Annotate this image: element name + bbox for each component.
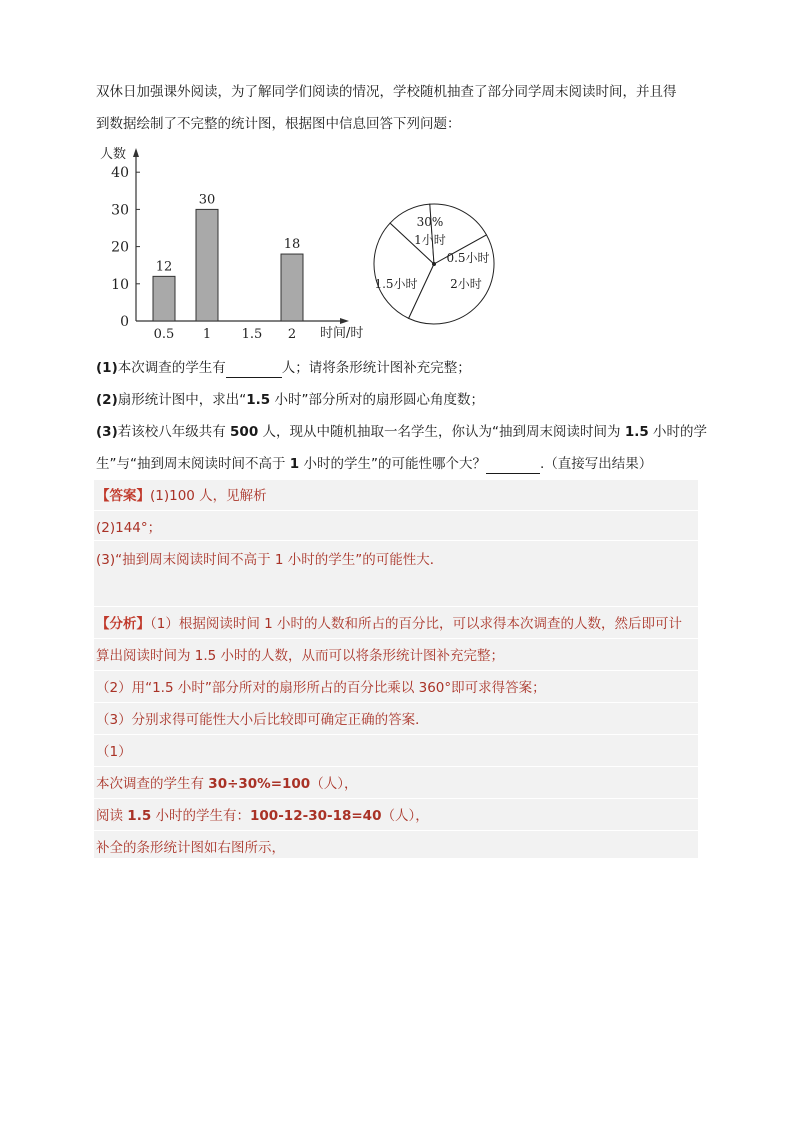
pie-label: 2小时 (450, 277, 482, 291)
separator (94, 734, 698, 735)
q3-blank[interactable] (486, 457, 540, 474)
analysis-tag: 【分析】 (96, 616, 150, 632)
q3-line2-b: 小时的学生”的可能性哪个大？ (303, 456, 486, 472)
q3-number: (3) (96, 424, 118, 440)
question-3-line-1 (96, 422, 707, 442)
pie-label: 30% (416, 215, 444, 229)
bar (281, 254, 303, 321)
analysis-line-7 (96, 806, 429, 826)
bar-data-label: 18 (283, 237, 301, 253)
analysis-7a: 阅读 (96, 808, 128, 824)
analysis-text-1: （1）根据阅读时间 1 小时的人数和所占的百分比，可以求得本次调查的人数，然后即可计 (150, 616, 683, 632)
separator (94, 798, 698, 799)
question-1 (96, 358, 471, 378)
y-tick-label: 10 (111, 276, 129, 293)
analysis-7e: （人）， (381, 808, 429, 824)
analysis-line-5: （1） (96, 744, 132, 760)
analysis-line-1 (96, 614, 682, 634)
q1-text-a: 本次调查的学生有 (117, 360, 226, 376)
q3-line2-bold: 1 (289, 456, 300, 472)
q3-text-c: 小时的学 (653, 424, 708, 440)
q2-number: (2) (96, 392, 118, 408)
q2-text-a: 扇形统计图中，求出“ (117, 392, 247, 408)
analysis-7b: 1.5 (127, 808, 152, 824)
answer-line-1 (96, 486, 267, 506)
answer-2: (2)144°； (96, 520, 162, 536)
q3-bold-2: 1.5 (624, 424, 649, 440)
question-2 (96, 390, 484, 410)
separator (94, 830, 698, 831)
answer-3: (3)“抽到周末阅读时间不高于 1 小时的学生”的可能性大． (96, 552, 444, 568)
bar (196, 209, 218, 321)
x-tick-label: 0.5 (153, 327, 175, 342)
x-tick-label: 1 (202, 327, 212, 342)
answer-1: (1)100 人，见解析 (150, 488, 267, 504)
analysis-6a: 本次调查的学生有 (96, 776, 209, 792)
y-axis-label: 人数 (100, 147, 127, 162)
x-axis-label: 时间/时 (320, 326, 364, 341)
q1-number: (1) (96, 360, 118, 376)
intro-line-2: 到数据绘制了不完整的统计图，根据图中信息回答下列问题： (96, 116, 461, 132)
analysis-6b: 30÷30%=100 (208, 776, 311, 792)
pie-label: 0.5小时 (446, 251, 490, 265)
analysis-line-3: （2）用“1.5 小时”部分所对的扇形所占的百分比乘以 360°即可求得答案； (96, 680, 546, 696)
analysis-7c: 小时的学生有： (151, 808, 251, 824)
separator (94, 670, 698, 671)
x-tick-label: 2 (287, 327, 297, 342)
answer-panel (94, 480, 698, 858)
q1-blank[interactable] (226, 361, 282, 378)
y-tick-label: 0 (120, 314, 129, 330)
answer-tag: 【答案】 (96, 488, 150, 504)
x-axis-arrow (340, 318, 349, 324)
analysis-line-2: 算出阅读时间为 1.5 小时的人数，从而可以将条形统计图补充完整； (96, 648, 505, 664)
y-tick-label: 40 (111, 165, 129, 182)
y-axis-arrow (133, 148, 139, 157)
analysis-line-8: 补全的条形统计图如右图所示， (96, 840, 285, 856)
pie-chart (366, 200, 506, 330)
q1-text-b: 人；请将条形统计图补充完整； (281, 360, 471, 376)
pie-center (432, 262, 436, 266)
q3-line2-c: .（直接写出结果） (540, 456, 653, 472)
analysis-7d: 100-12-30-18=40 (250, 808, 382, 824)
y-tick-label: 20 (111, 239, 129, 256)
intro-line-1: 双休日加强课外阅读，为了解同学们阅读的情况，学校随机抽查了部分同学周末阅读时间，并且得 (96, 84, 677, 100)
q3-text-b: 人，现从中随机抽取一名学生，你认为“抽到周末阅读时间为 (262, 424, 621, 440)
q3-text-a: 若该校八年级共有 (117, 424, 226, 440)
separator (94, 606, 698, 607)
bar-chart (96, 140, 386, 345)
pie-label: 1小时 (414, 233, 446, 247)
question-3-line-2 (96, 454, 652, 474)
y-tick-label: 30 (111, 202, 129, 219)
q2-text-b: 小时”部分所对的扇形圆心角度数； (270, 392, 484, 408)
pie-label: 1.5小时 (374, 277, 418, 291)
bar-data-label: 12 (155, 259, 173, 275)
separator (94, 540, 698, 541)
q3-line2-a: 生”与“抽到周末阅读时间不高于 (96, 456, 286, 472)
separator (94, 638, 698, 639)
separator (94, 702, 698, 703)
bar-data-label: 30 (198, 192, 216, 208)
q2-bold: 1.5 (246, 392, 271, 408)
separator (94, 766, 698, 767)
analysis-line-6 (96, 774, 357, 794)
bar (153, 276, 175, 321)
analysis-6c: （人）， (310, 776, 358, 792)
x-tick-label: 1.5 (241, 327, 263, 342)
q3-bold: 500 (230, 424, 259, 440)
separator (94, 510, 698, 511)
analysis-line-4: （3）分别求得可能性大小后比较即可确定正确的答案． (96, 712, 429, 728)
